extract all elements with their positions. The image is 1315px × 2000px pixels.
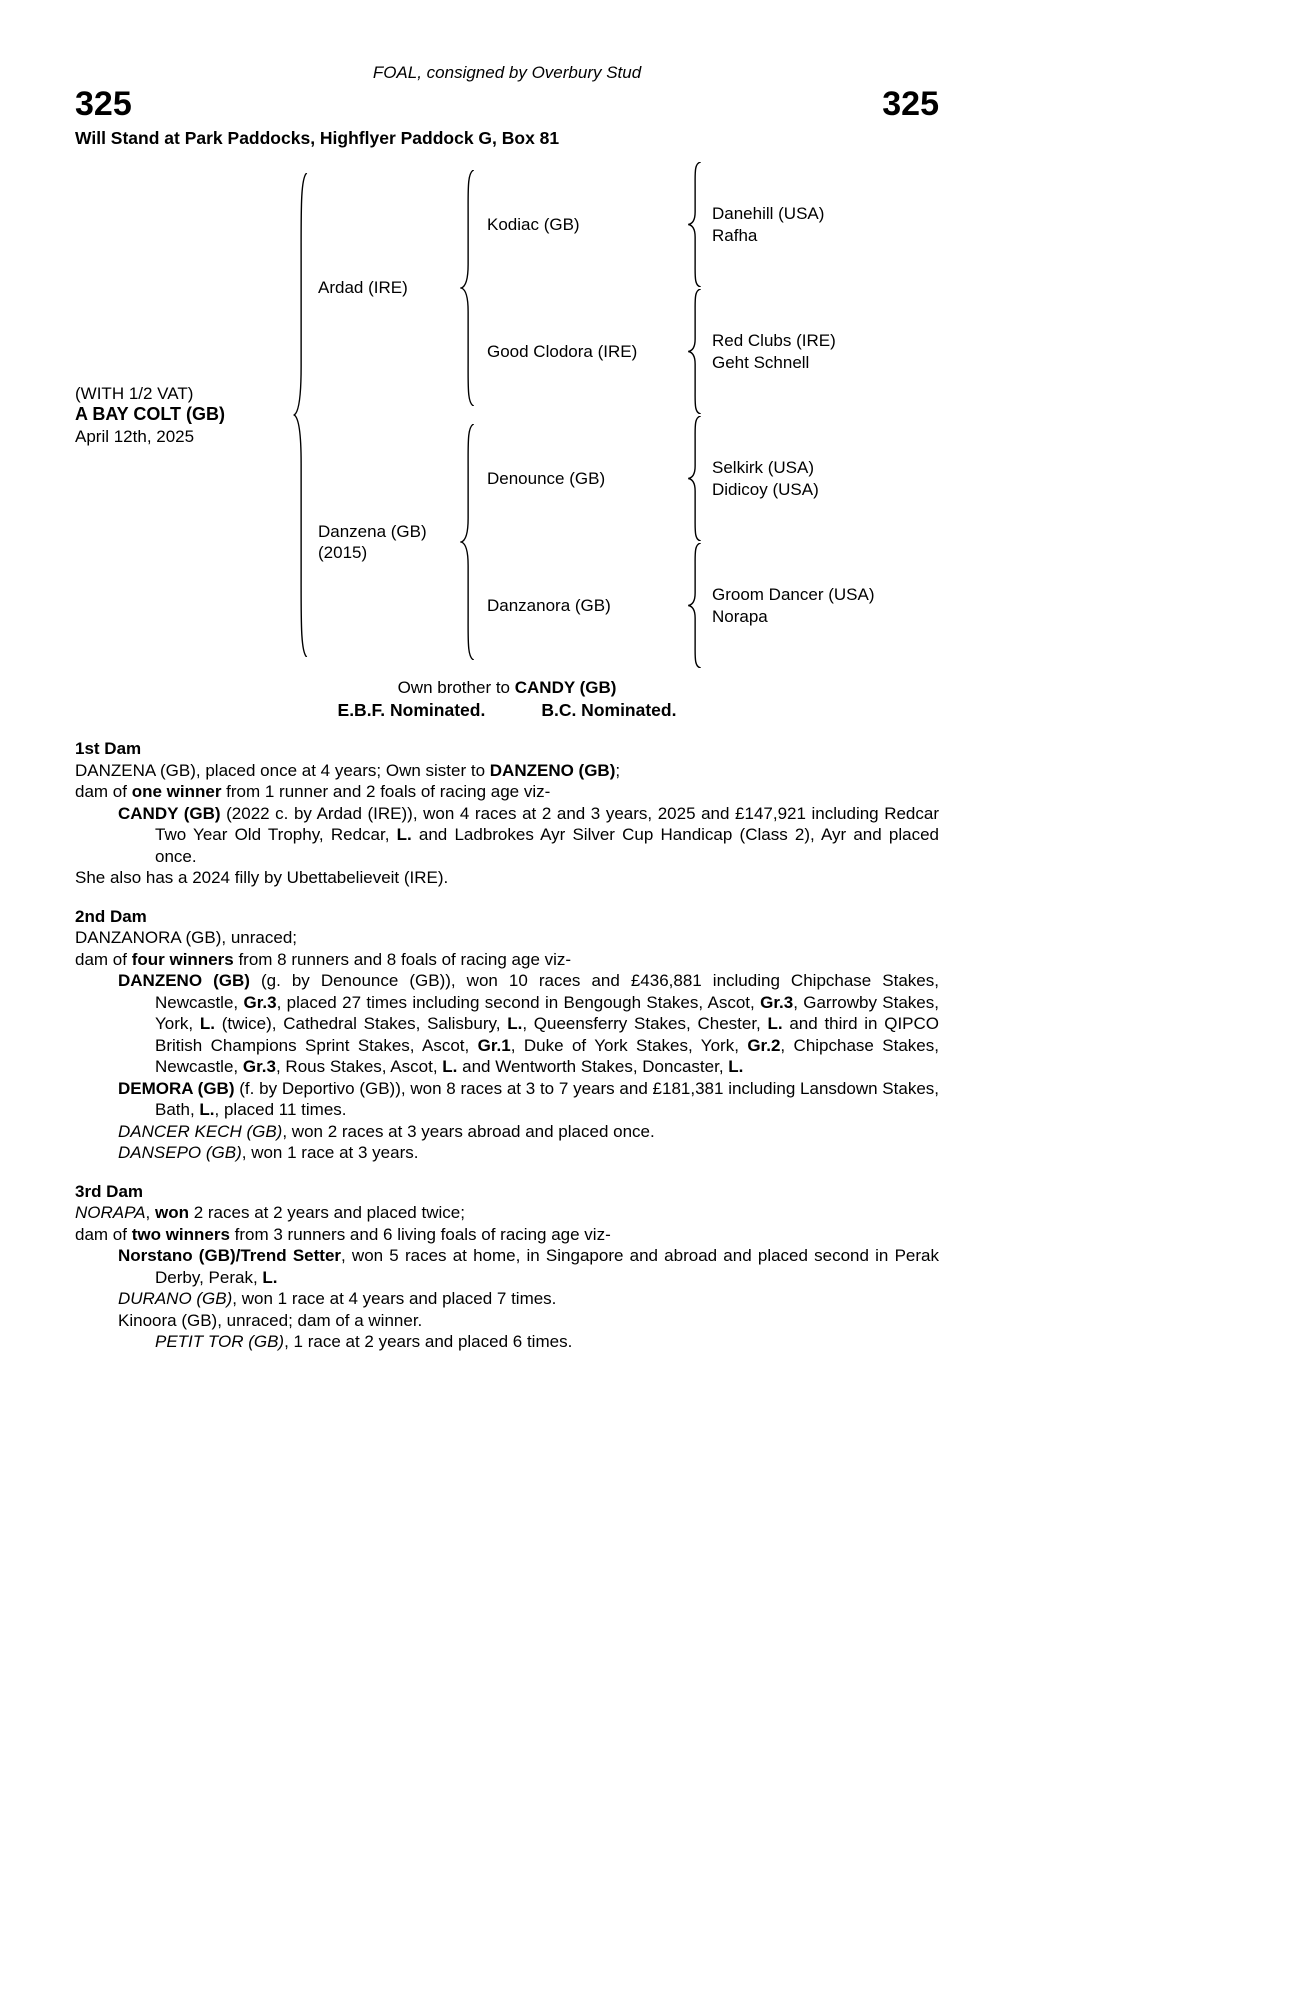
brace-icon <box>687 289 702 414</box>
section-3rd-dam <box>75 1181 939 1353</box>
pedigree-grandparent-unit <box>475 415 874 542</box>
stand-line: Will Stand at Park Paddocks, Highflyer Paddock G, Box 81 <box>75 127 560 148</box>
pedigree-grandparent-unit <box>475 542 874 669</box>
dam-description: DANZENA (GB), placed once at 4 years; Own sister to DANZENO (GB); <box>75 760 621 780</box>
section-2nd-dam <box>75 906 939 1164</box>
ebf-nominated: E.B.F. Nominated. <box>337 699 486 720</box>
pedigree-tree <box>75 161 939 669</box>
horse-entry: DANZENO (GB) (g. by Denounce (GB)), won 10 races and £436,881 including Chipchase Stakes, Newcastle, Gr.3, placed 27 times including second in Bengough Stakes, Ascot, Gr.3, Garrowby Stakes, York, L. (twice), Cathedral Stakes, Salisbury, L., Queensferry Stakes, Chester, L. and third in QIPCO British Champions Sprint Stakes, Ascot, Gr.1, Duke of York Stakes, York, Gr.2, Chipchase Stakes, Newcastle, Gr.3, Rous Stakes, Ascot, L. and Wentworth Stakes, Doncaster, L. <box>118 971 940 1076</box>
pedigree-grandparent: Danzanora (GB) <box>487 595 611 615</box>
lot-number-left: 325 <box>75 84 132 123</box>
brace-icon <box>687 416 702 541</box>
dam-produce-summary: dam of four winners from 8 runners and 8 foals of racing age viz- <box>75 949 572 969</box>
page-content <box>75 0 939 1353</box>
pedigree-grandparent: Good Clodora (IRE) <box>487 341 638 361</box>
section-heading: 1st Dam <box>75 739 142 758</box>
dam-note: She also has a 2024 filly by Ubettabelieveit (IRE). <box>75 868 449 887</box>
dam-produce-summary: dam of one winner from 1 runner and 2 foals of racing age viz- <box>75 782 551 801</box>
lot-number-row <box>75 86 939 122</box>
pedigree-great-grandparent: Selkirk (USA) <box>712 458 815 477</box>
lot-number-right: 325 <box>882 84 939 123</box>
horse-entry: Norstano (GB)/Trend Setter, won 5 races at home, in Singapore and abroad and placed second in Perak Derby, Perak, L. <box>118 1246 939 1287</box>
horse-entry: Kinoora (GB), unraced; dam of a winner. <box>118 1310 423 1330</box>
pedigree-great-grandparent: Danehill (USA) <box>712 204 825 223</box>
pedigree-great-grandparent: Rafha <box>712 225 758 245</box>
pedigree-dam-year: (2015) <box>318 543 368 562</box>
own-brother-line: Own brother to CANDY (GB) <box>397 678 617 697</box>
colt-name: A BAY COLT (GB) <box>75 404 226 425</box>
pedigree-great-grandparent: Didicoy (USA) <box>712 479 819 499</box>
pedigree-grandparent-unit <box>475 161 836 288</box>
brace-icon <box>460 424 475 660</box>
pedigree-dam-unit <box>308 415 874 669</box>
horse-entry: DANCER KECH (GB), won 2 races at 3 years abroad and placed once. <box>118 1121 655 1141</box>
section-heading: 3rd Dam <box>75 1181 144 1201</box>
pedigree-dam <box>308 521 460 564</box>
parents-stack <box>308 161 874 669</box>
pedigree-grandparent: Kodiac (GB) <box>487 214 580 234</box>
pedigree-great-grandparent: Red Clubs (IRE) <box>712 331 836 350</box>
pedigree-dam-name: Danzena (GB) <box>318 521 427 541</box>
horse-entry: DEMORA (GB) (f. by Deportivo (GB)), won 8 races at 3 to 7 years and £181,381 including Lansdown Stakes, Bath, L., placed 11 times. <box>118 1078 939 1119</box>
dam-description: DANZANORA (GB), unraced; <box>75 928 298 947</box>
horse-entry: DURANO (GB), won 1 race at 4 years and placed 7 times. <box>118 1289 557 1308</box>
dam-description: NORAPA, won 2 races at 2 years and placed twice; <box>75 1203 465 1222</box>
pedigree-great-grandparent: Geht Schnell <box>712 352 810 372</box>
pedigree-grandparent: Denounce (GB) <box>487 468 606 488</box>
colt-vat-line: (WITH 1/2 VAT) <box>75 383 194 403</box>
brace-icon <box>293 173 308 657</box>
section-heading: 2nd Dam <box>75 906 147 926</box>
brace-icon <box>687 543 702 668</box>
dam-produce-summary: dam of two winners from 3 runners and 6 living foals of racing age viz- <box>75 1224 611 1244</box>
horse-entry: CANDY (GB) (2022 c. by Ardad (IRE)), won 4 races at 2 and 3 years, 2025 and £147,921 including Redcar Two Year Old Trophy, Redcar, L. and Ladbrokes Ayr Silver Cup Handicap (Class 2), Ayr and placed once. <box>118 803 940 866</box>
pedigree-sire-unit <box>308 161 874 415</box>
bc-nominated: B.C. Nominated. <box>541 699 677 720</box>
colt-block <box>75 383 293 448</box>
pedigree-grandparent-unit <box>475 288 836 415</box>
pedigree-great-grandparent: Groom Dancer (USA) <box>712 585 875 604</box>
consignor-line: FOAL, consigned by Overbury Stud <box>372 63 642 82</box>
horse-entry: PETIT TOR (GB), 1 race at 2 years and placed 6 times. <box>155 1332 573 1351</box>
horse-entry: DANSEPO (GB), won 1 race at 3 years. <box>118 1143 419 1162</box>
pedigree-sire: Ardad (IRE) <box>318 278 408 298</box>
brace-icon <box>687 162 702 287</box>
pedigree-great-grandparent: Norapa <box>712 606 768 626</box>
section-1st-dam <box>75 738 939 889</box>
nominated-line <box>75 700 939 722</box>
colt-foal-date: April 12th, 2025 <box>75 426 195 446</box>
brace-icon <box>460 170 475 406</box>
